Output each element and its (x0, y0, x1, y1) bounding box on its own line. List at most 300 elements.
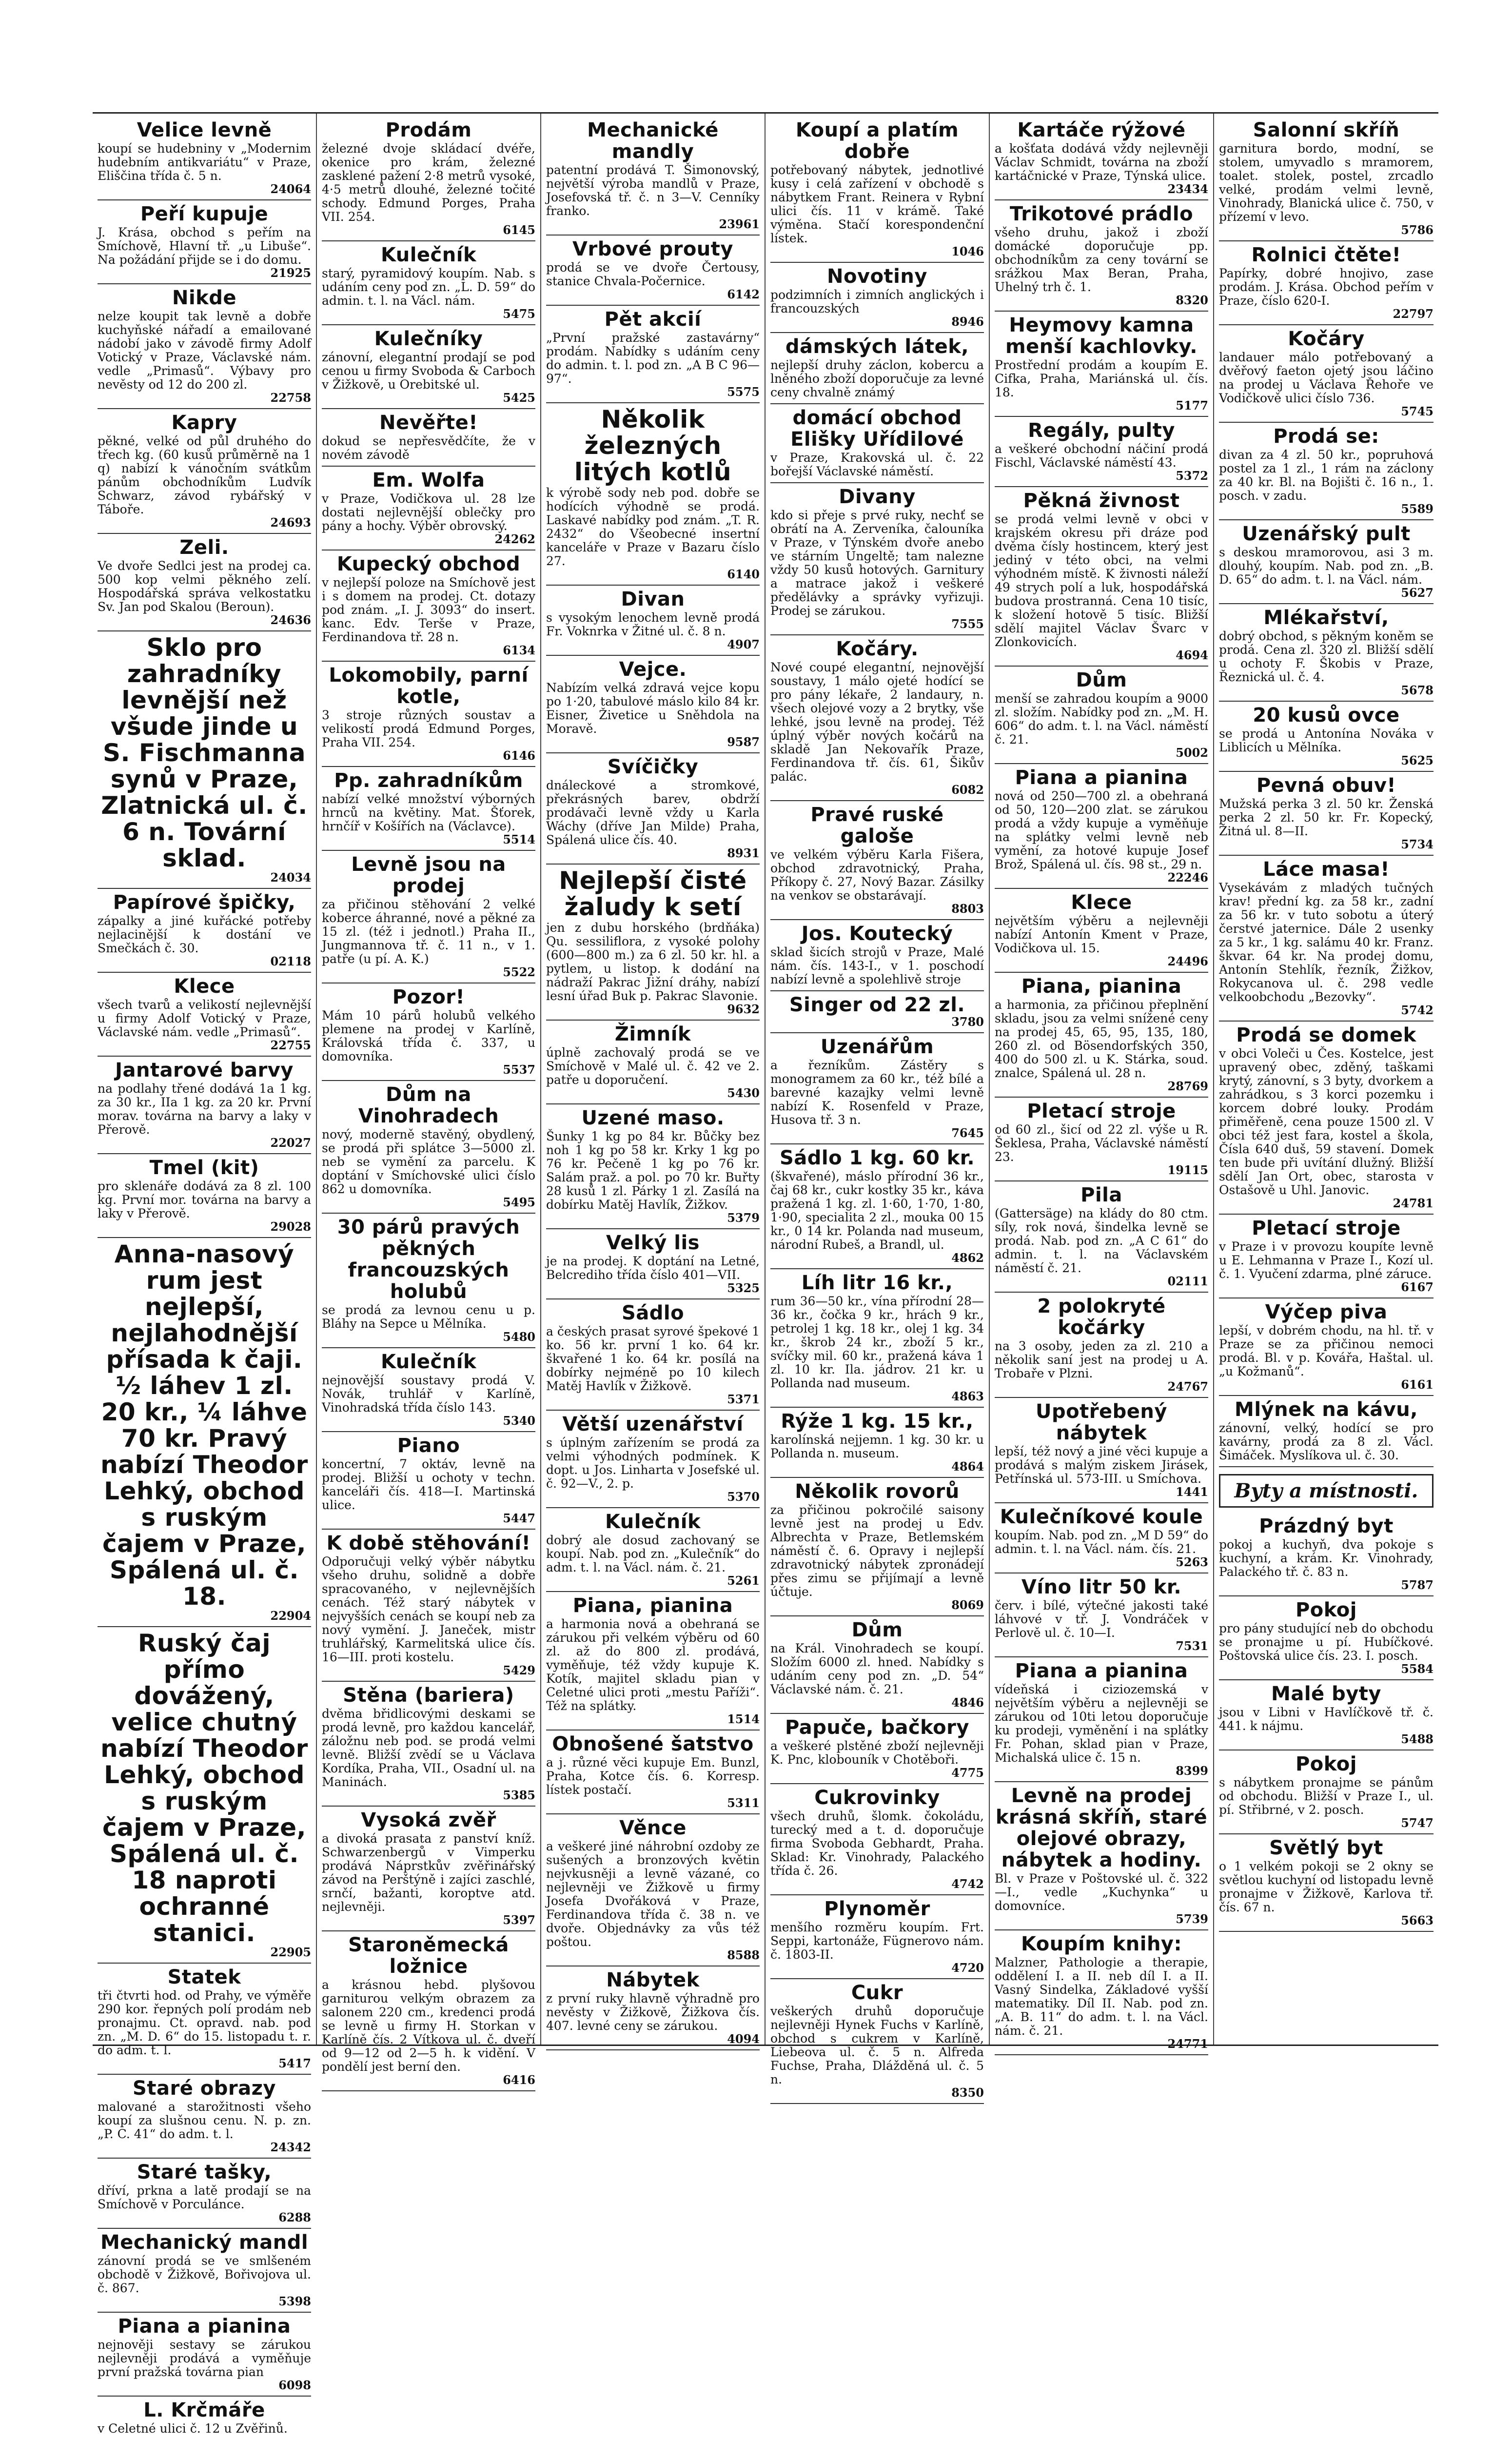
ad-number: 7555 (951, 617, 984, 631)
classified-ad (546, 1592, 760, 1730)
classified-ad (1219, 772, 1433, 856)
ad-number: 8931 (727, 846, 760, 860)
ad-number: 5739 (1176, 1912, 1208, 1926)
ad-headline: Světlý byt (1269, 1837, 1383, 1859)
classified-ad (546, 753, 760, 865)
ad-number: 24636 (270, 613, 311, 627)
ad-body: pro pány studující neb do obchodu se pronajme u pí. Hubíčkové. Poštovská ulice čís. 23. I. posch. (1219, 1621, 1433, 1663)
classified-ad (322, 983, 535, 1081)
classified-ad (770, 1616, 984, 1714)
classified-ad (322, 241, 535, 325)
classified-ad (1219, 702, 1433, 772)
ad-headline: Regály, pulty (1028, 419, 1175, 442)
ad-body: a veškeré obchodní náčiní prodá Fischl, Václavské náměstí 43. (995, 442, 1208, 470)
ad-headline: Tmel (kit) (149, 1157, 259, 1179)
ad-number: 4742 (951, 1877, 984, 1891)
classified-ad (546, 656, 760, 753)
ad-number: 4720 (951, 1961, 984, 1975)
ad-number: 5425 (503, 391, 535, 405)
ad-body: veškerých druhů doporučuje nejlevněji Hynek Fuchs v Karlíně, obchod s cukrem v Karlíně, Liebeova ul. č. 5 n. Alfreda Fuchse, Praha, Dlážděná ul. č. 5 n. (770, 2004, 984, 2086)
ad-number: 4864 (951, 1459, 984, 1474)
ad-body: kdo si přeje s prvé ruky, nechť se obrátí na A. Zerveníka, čalouníka v Praze, v Týnském dvoře anebo ve stárním Ungeltě; tam nalezne vždy 50 kusů hotových. Garnitury a matrace jakož i veškeré předělávky a správky vyřizuji. Prodej se zárukou. (770, 508, 984, 618)
ad-headline: Pp. zahradníkům (334, 769, 523, 792)
ad-number: 5522 (503, 965, 535, 979)
ad-body: v Praze, Krakovská ul. č. 22 bořejší Václavské náměstí. (770, 451, 984, 478)
ad-number: 29028 (270, 1219, 311, 1234)
ad-body: a řezníkům. Zástěry s monogramem za 60 kr., též bílé a barevné kazajky velmi levně nabízí K. Rosenfeld v Praze, Husova tř. 3 n. (770, 1058, 984, 1127)
ad-body: zánovní, elegantní prodají se pod cenou u firmy Svoboda & Carboch v Žižkově, u Orebitské ul. (322, 350, 535, 392)
ad-number: 24262 (494, 532, 535, 546)
ad-body: zápalky a jiné kuřácké potřeby nejlacinější k dostání ve Smečkách č. 30. (98, 914, 311, 955)
ad-headline: Klece (1071, 891, 1132, 914)
ad-headline: Singer od 22 zl. (789, 994, 965, 1016)
ad-body: v Praze i v provozu koupíte levně u E. Lehmanna v Praze I., Kozí ul. č. 1. Vyučení zdarma, plné záruce. (1219, 1239, 1433, 1281)
ad-number: 19115 (1167, 1163, 1208, 1177)
ad-body: divan za 4 zl. 50 kr., popruhová postel za 1 zl., 1 rám na záclony za 40 kr. Bl. na Bojišti č. 16 n., 1. posch. v zadu. (1219, 448, 1433, 503)
ad-headline: Staré tašky, (137, 2161, 272, 2183)
ad-headline: Peří kupuje (140, 203, 269, 225)
classified-ad (1219, 325, 1433, 423)
ad-number: 4862 (951, 1251, 984, 1265)
ad-number: 22027 (270, 1136, 311, 1150)
classified-ad (1219, 423, 1433, 520)
ad-body: starý, pyramidový koupím. Nab. s udáním ceny pod zn. „L. D. 59“ do admin. t. l. na Václ. nám. (322, 266, 535, 308)
classified-ad (98, 2159, 311, 2229)
classified-ad (98, 409, 311, 534)
classified-ad (98, 2075, 311, 2159)
ad-number: 8803 (951, 902, 984, 916)
ad-number: 6140 (727, 567, 760, 581)
ad-headline: Prodá se domek (1236, 1024, 1416, 1046)
ad-body: garnitura bordo, modní, se stolem, umyvadlo s mramorem, toalet. stolek, postel, zrcadlo velké, prodám velmi levně, Vinohrady, Blanická ulice č. 750, v přízemí v levo. (1219, 141, 1433, 224)
ad-headline: Pevná obuv! (1256, 774, 1396, 797)
classified-ad (1219, 1215, 1433, 1298)
classified-ad (546, 1104, 760, 1229)
classified-ad (995, 1930, 1208, 2055)
ad-body: s deskou mramorovou, asi 3 m. dlouhý, koupím. Nab. pod zn. „B. D. 65“ do adm. t. l. na Václ. nám. (1219, 545, 1433, 587)
ad-number: 5372 (1176, 469, 1208, 483)
ad-headline: Pět akcií (604, 308, 702, 331)
ad-headline: Láce masa! (1263, 858, 1390, 881)
classified-ad (995, 1293, 1208, 1398)
ad-headline: dámských látek, (785, 335, 969, 358)
ad-body: pro sklenáře dodává za 8 zl. 100 kg. První mor. továrna na barvy a laky v Přerově. (98, 1179, 311, 1220)
classified-ad (1219, 1513, 1433, 1596)
ad-headline: Věnce (619, 1817, 687, 1839)
ad-body: největším výběru a nejlevněji nabízí Antonín Kment v Praze, Vodičkova ul. 15. (995, 914, 1208, 955)
ad-number: 5261 (727, 1573, 760, 1588)
ad-headline: Sklo pro zahradníky levnější než všude jinde u S. Fischmanna synů v Praze, Zlatnická ul. č. 6 n. Tovární sklad. (101, 633, 308, 872)
ad-headline: 2 polokryté kočárky (1037, 1295, 1166, 1339)
ad-headline: Upotřebený nábytek (1036, 1400, 1167, 1444)
ad-headline: Ruský čaj přímo dovážený, velice chutný nabízí Theodor Lehký, obchod s ruským čajem v Praze, Spálená ul. č. 18 naproti ochranné stanici. (100, 1629, 308, 1947)
ad-body: jen z dubu horského (brdňáka) Qu. sessiliflora, z vysoké polohy (600—800 m.) za 6 zl. 50 kr. hl. a pytlem, u listop. k dodání na nádraží Pakrac Jižní dráhy, nabízí lesní úřad Buk p. Pakrac Slavonie. (546, 921, 760, 1003)
classified-ad (1219, 520, 1433, 604)
ad-headline: Uzené maso. (581, 1107, 725, 1129)
ad-headline: Kočáry (1288, 328, 1365, 350)
classified-ad (1219, 1022, 1433, 1215)
ad-number: 8399 (1176, 1764, 1208, 1778)
ad-headline: Novotiny (827, 265, 927, 288)
ad-number: 5430 (727, 1086, 760, 1100)
classified-ad (546, 1229, 760, 1299)
classified-ad (322, 1931, 535, 2091)
ad-body: k výrobě sody neb pod. dobře se hodících výhodně se prodá. Laskavé nabídky pod znám. „T. R. 2432“ do Všeobecné insertní kanceláře v Praze v Bazaru číslo 27. (546, 486, 760, 568)
ad-headline: Pletací stroje (1027, 1100, 1176, 1122)
ad-number: 5398 (278, 2294, 311, 2308)
classified-ad (1219, 1834, 1433, 1932)
ad-body: Papírky, dobré hnojivo, zase prodám. J. Krása. Obchod peřím v Praze, číslo 620-I. (1219, 266, 1433, 308)
ad-body: nabízí velké množství výborných hrnců na květiny. Mat. Šťorek, hrnčíř v Košířích na (Václavce). (322, 792, 535, 833)
ad-number: 24781 (1393, 1196, 1433, 1210)
ad-number: 4094 (727, 2032, 760, 2046)
ad-body: a krásnou hebd. plyšovou garniturou velkým obrazem za salonem 220 cm., kredenci prodá se levně u firmy H. Storkan v Karlíně čís. 2 Vítkova ul. č. dveří od 9—12 od 2—5 h. k vidění. V pondělí jest berní den. (322, 1978, 535, 2074)
ad-body: dvěma břidlicovými deskami se prodá levně, pro každou kancelář, záložnu neb pod. se prodá velmi levně. Bližší zvědí se u Václava Kordíka, Praha, VII., Osadní ul. na Maninách. (322, 1707, 535, 1789)
ad-body: J. Krása, obchod s peřím na Smíchově, Hlavní tř. „u Libuše“. Na požádání přijde se i do domu. (98, 225, 311, 267)
classified-ad (1219, 604, 1433, 702)
ad-body: nejnověji sestavy se zárukou nejlevněji prodává a vyměňuje první pražská továrna pian (98, 2338, 311, 2379)
ad-headline: Piana a pianina (118, 2315, 291, 2338)
ad-headline: Výčep piva (1265, 1301, 1388, 1323)
classified-ad (322, 767, 535, 851)
ad-headline: Papuče, bačkory (785, 1716, 969, 1739)
ad-body: za přičinou stěhování 2 velké koberce áhranné, nové a pěkné za 15 zl. (též i jednotl.) Praha II., Jungmannova tř. č. 11 n., v 1. patře (u pí. A. K.) (322, 897, 535, 966)
classified-ad (98, 200, 311, 284)
ad-number: 6098 (278, 2378, 311, 2392)
ad-number: 5263 (1176, 1555, 1208, 1569)
ad-headline: Plynoměr (824, 1898, 930, 1920)
classified-ad (322, 325, 535, 409)
ad-body: karolínská nejjemn. 1 kg. 30 kr. u Pollanda n. museum. (770, 1433, 984, 1460)
ad-number: 6161 (1401, 1377, 1433, 1392)
ad-body: dokud se nepřesvědčíte, že v novém závodě (322, 434, 535, 462)
ad-number: 4775 (951, 1766, 984, 1780)
ad-body: a harmonia, za přičinou přeplnění skladu, jsou za velmi snížené ceny na prodej 45, 65, 95, 135, 180, 260 zl. od Bösendorfských 350, 400 do 500 zl. u K. Stárka, soud. znalce, Spálená ul. 28 n. (995, 998, 1208, 1080)
ad-number: 5786 (1401, 223, 1433, 237)
ad-number: 28769 (1167, 1079, 1208, 1093)
ad-body: sklad šicích strojů v Praze, Malé nám. čís. 143-I., v 1. poschodí nabízí levně a spolehlivě stroje (770, 945, 984, 986)
ad-headline: Dům (1076, 669, 1127, 691)
ad-body: červ. i bílé, výtečné jakosti také láhvové v tř. J. Vondráček v Perlově ul. č. 10—I. (995, 1598, 1208, 1640)
ad-body: nejlepší druhy záclon, kobercu a lněného zboží doporučuje za levné ceny chvalně známý (770, 358, 984, 399)
classified-ad (98, 284, 311, 409)
ad-body: železné dvoje skládací dvéře, okenice pro krám, železné zasklené pažení 2·8 metrů vysoké, 4·5 metrů dlouhé, železné točité schody. Edmund Porges, Praha VII. 254. (322, 141, 535, 224)
ad-number: 5575 (727, 385, 760, 399)
ad-headline: Kulečníky (374, 328, 483, 350)
ad-headline: Cukrovinky (814, 1787, 940, 1809)
ad-number: 5514 (503, 832, 535, 846)
ad-number: 5417 (278, 2056, 311, 2070)
ad-headline: Kulečník (380, 1351, 477, 1373)
newspaper-page (93, 112, 1438, 2436)
classified-ad (546, 1299, 760, 1411)
ad-number: 6146 (503, 748, 535, 763)
classified-ad (322, 1682, 535, 1807)
classified-ad (770, 117, 984, 263)
ad-headline: Vrbové prouty (572, 238, 733, 260)
ad-headline: Pletací stroje (1252, 1217, 1401, 1239)
ad-body: dříví, prkna a latě prodají se na Smíchově v Porculánce. (98, 2183, 311, 2211)
classified-ad (322, 551, 535, 662)
ad-body: Nové coupé elegantní, nejnovější soustavy, 1 málo ojeté hodící se pro pány lékaře, 2 landaury, n. všech olejové vozy a 2 brytky, vše lehké, jsou levně na prodej. Též úplný výběr nových kočárů na skladě Jan Nekovařík Praze, Ferdinandova tř. čís. 61, Šikův palác. (770, 660, 984, 784)
classified-ad (322, 467, 535, 551)
classified-ad (98, 1964, 311, 2075)
ad-body: „První pražské zastavárny“ prodám. Nabídky s udáním ceny do admin. t. l. pod zn. „A B C 96—97“. (546, 331, 760, 386)
classified-ad (546, 1814, 760, 1966)
ad-headline: Líh litr 16 kr., (801, 1272, 953, 1294)
classified-ad (322, 662, 535, 767)
classified-ad (770, 1478, 984, 1616)
ad-body: v nejlepší poloze na Smíchově jest i s domem na prodej. Ct. dotazy pod znám. „I. J. 3093“ do insert. kanc. Edv. Terše v Praze, Ferdinandova tř. 28 n. (322, 575, 535, 644)
ad-number: 5663 (1401, 1913, 1433, 1927)
ad-number: 5537 (503, 1062, 535, 1077)
ad-headline: Několik rovorů (795, 1480, 960, 1503)
ad-number: 6145 (503, 223, 535, 237)
ad-body: podzimních i zimních anglických i francouzských (770, 288, 984, 315)
classified-ad (546, 1411, 760, 1508)
classified-ad (770, 1979, 984, 2104)
ad-number: 5475 (503, 307, 535, 321)
ad-body: lepší, v dobrém chodu, na hl. tř. v Praze se za přičinou nemoci prodá. Bl. v p. Kovářa, Haštal. ul. „u Kožmanů“. (1219, 1323, 1433, 1378)
ad-number: 5311 (727, 1796, 760, 1810)
classified-ad (770, 920, 984, 991)
classified-ad (1219, 1680, 1433, 1750)
ad-headline: Piano (397, 1435, 460, 1457)
ad-headline: Staroněmecká ložnice (348, 1934, 509, 1978)
ad-headline: Piana, pianina (572, 1594, 733, 1617)
ad-number: 6134 (503, 643, 535, 657)
ad-headline: Prázdný byt (1259, 1515, 1394, 1537)
classified-ad (322, 1530, 535, 1682)
ad-number: 4846 (951, 1695, 984, 1710)
classified-ad (322, 1214, 535, 1348)
ad-number: 1514 (727, 1712, 760, 1726)
ad-headline: Papírové špičky, (113, 891, 296, 914)
ad-body: Bl. v Praze v Poštovské ul. č. 322—I., vedle „Kuchynka“ u domovníce. (995, 1871, 1208, 1913)
ad-body: menšího rozměru koupím. Frt. Seppi, kartonáže, Fügnerovo nám. č. 1803-II. (770, 1920, 984, 1962)
ad-number: 6416 (503, 2073, 535, 2087)
ad-headline: Větší uzenářství (562, 1413, 744, 1435)
ad-body: dobrý ale dosud zachovaný se koupí. Nab. pod zn. „Kulečník“ do adm. t. l. na Václ. nám. č. 21. (546, 1533, 760, 1574)
ad-body: malované a starožitnosti všeho koupí za slušnou cenu. N. p. zn. „P. C. 41“ do adm. t. l. (98, 2100, 311, 2141)
ad-body: Odporučuji velký výběr nábytku všeho druhu, solidně a dobře spracovaného, v nejlevnějších cenách. Též starý nábytek v nejvyšších cenách se koupí neb za nový vymění. J. Janeček, mistr truhlářský, Karmelitská ulice čís. 16—III. proti kostelu. (322, 1554, 535, 1664)
classified-ad (546, 306, 760, 403)
ad-number: 5625 (1401, 753, 1433, 767)
ad-headline: Kupecký obchod (336, 553, 521, 575)
ad-number: 5584 (1401, 1662, 1433, 1676)
ad-number: 5495 (503, 1195, 535, 1209)
ad-headline: Vejce. (619, 658, 687, 681)
ad-headline: Lokomobily, parní kotle, (329, 664, 529, 708)
ad-number: 5325 (727, 1281, 760, 1295)
ad-body: s nábytkem pronajme se pánům od obchodu. Bližší v Praze I., ul. pí. Střibrné, v 2. posch. (1219, 1775, 1433, 1817)
ad-headline: Cukr (851, 1982, 903, 2004)
ad-body: koupím. Nab. pod zn. „M D 59“ do admin. t. l. na Václ. nám. čís. 21. (995, 1528, 1208, 1556)
ad-body: všeho druhu, jakož i zboží domácké doporučuje pp. obchodníkům za ceny tovární se srážkou Max Beran, Praha, Uhelný trh č. 1. (995, 225, 1208, 294)
classified-ad (770, 1269, 984, 1408)
ad-body: pokoj a kuchyň, dva pokoje s kuchyní, a krám. Kr. Vinohrady, Palackého tř. č. 83 n. (1219, 1537, 1433, 1579)
ad-number: 4863 (951, 1389, 984, 1403)
ad-headline: Malé byty (1271, 1683, 1381, 1705)
classified-ad (546, 403, 760, 586)
classified-ad (995, 1573, 1208, 1657)
ad-number: 5627 (1401, 586, 1433, 600)
ad-body: na 3 osoby, jeden za zl. 210 a několik saní jest na prodej u A. Trobaře v Plzni. (995, 1339, 1208, 1380)
classified-ad (770, 483, 984, 635)
ad-number: 22758 (270, 391, 311, 405)
classified-ad (546, 1021, 760, 1104)
classified-ad (322, 1807, 535, 1931)
ad-number: 8350 (951, 2085, 984, 2100)
ad-number: 6288 (278, 2210, 311, 2224)
ad-headline: Jos. Koutecký (801, 923, 953, 945)
classified-ad (995, 889, 1208, 973)
ad-headline: Mechanický mandl (100, 2231, 309, 2254)
ad-body: všech tvarů a velikostí nejlevnější u firmy Adolf Votický v Praze, Václavské nám. vedle „Primasů“. (98, 998, 311, 1039)
ad-body: zánovní prodá se ve smlšeném obchodě v Žižkově, Bořivojova ul. č. 867. (98, 2254, 311, 2295)
ad-headline: 30 párů pravých pěkných francouzských holubů (337, 1216, 520, 1303)
ad-body: 3 stroje různých soustav a velikostí prodá Edmund Porges, Praha VII. 254. (322, 708, 535, 749)
ad-number: 5742 (1401, 1003, 1433, 1017)
classified-ad (98, 2313, 311, 2397)
ad-body: Šunky 1 kg po 84 kr. Bůčky bez noh 1 kg po 58 kr. Krky 1 kg po 76 kr. Pečeně 1 kg po 76 kr. Salám praž. a pol. po 70 kr. Buřty 28 kusů 1 zl. Párky 1 zl. Zasílá na dobírku Matěj Havlík, Žižkov. (546, 1129, 760, 1212)
classified-ad (995, 1181, 1208, 1293)
classified-ad (995, 487, 1208, 667)
ad-number: 5488 (1401, 1732, 1433, 1746)
ad-number: 5002 (1176, 746, 1208, 760)
ad-headline: Nevěřte! (379, 412, 478, 434)
ad-number: 22905 (270, 1945, 311, 1959)
ad-number: 5397 (503, 1913, 535, 1927)
ad-number: 5447 (503, 1511, 535, 1525)
classified-ad (98, 117, 311, 200)
classified-ad (322, 1348, 535, 1432)
ad-number: 24771 (1167, 2037, 1208, 2051)
classified-ad (322, 409, 535, 467)
ad-body: s vysokým lenochem levně prodá Fr. Voknrka v Žitné ul. č. 8 n. (546, 610, 760, 638)
classified-ad (770, 1033, 984, 1144)
ad-headline: Uzenářům (820, 1036, 934, 1058)
ad-headline: Jantarové barvy (115, 1059, 294, 1081)
classified-ad (995, 1503, 1208, 1573)
classified-ad (98, 2229, 311, 2313)
ad-body: je na prodej. K doptání na Letné, Belcrediho třída číslo 401—VII. (546, 1254, 760, 1282)
ad-number: 8320 (1176, 293, 1208, 307)
classified-ad (98, 534, 311, 631)
ad-body: Mužská perka 3 zl. 50 kr. Ženská perka 2 zl. 50 kr. Fr. Kopecký, Žitná ul. 8—II. (1219, 797, 1433, 838)
ad-number: 5340 (503, 1414, 535, 1428)
ad-number: 4907 (727, 637, 760, 651)
classified-ad (546, 1508, 760, 1592)
ad-number: 8588 (727, 1948, 760, 1962)
ad-headline: Piana, pianina (1021, 975, 1182, 998)
ad-number: 5429 (503, 1663, 535, 1677)
ad-number: 5678 (1401, 683, 1433, 697)
classified-ad (1219, 856, 1433, 1022)
ad-number: 5480 (503, 1330, 535, 1344)
ad-number: 22246 (1167, 870, 1208, 885)
ad-body: koupí se hudebniny v „Modernim hudebním antikvariátu“ v Praze, Eliščina třída č. 5 n. (98, 141, 311, 183)
classified-ad (98, 1154, 311, 1238)
classified-ad (98, 1627, 311, 1964)
ad-headline: Zeli. (179, 536, 229, 559)
ad-number: 1046 (951, 244, 984, 258)
classified-ad (770, 404, 984, 483)
ad-headline: Pozor! (392, 986, 465, 1008)
ad-body: Malzner, Pathologie a therapie, oddělení I. a II. neb díl I. a II. Vasný Sindelka, Základové vyšší matematiky. Díl II. Nab. pod zn. „A. B. 11“ do adm. t. l. na Václ. nám. č. 21. (995, 1955, 1208, 2038)
ad-body: jsou v Libni v Havlíčkově tř. č. 441. k nájmu. (1219, 1705, 1433, 1733)
ad-number: 21925 (270, 266, 311, 280)
ad-body: menší se zahradou koupím a 9000 zl. složím. Nabídky pod zn. „M. H. 606“ do adm. t. l. na Václ. náměstí č. 21. (995, 691, 1208, 747)
ad-number: 24767 (1167, 1379, 1208, 1394)
ad-number: 7531 (1176, 1639, 1208, 1653)
ad-number: 22904 (270, 1609, 311, 1623)
ad-headline: Divany (839, 486, 916, 508)
ad-body: a košťata dodává vždy nejlevněji Václav Schmidt, továrna na zboží kartáčnické v Praze, Týnská ulice. (995, 141, 1208, 183)
ad-number: 9632 (727, 1002, 760, 1016)
ad-number: 6082 (951, 783, 984, 797)
ad-headline: Sádlo (621, 1302, 685, 1324)
ad-number: 5371 (727, 1392, 760, 1406)
ad-number: 5745 (1401, 404, 1433, 418)
classified-ad (770, 1144, 984, 1269)
ad-body: v Celetné ulici č. 12 u Zvěřinů. (98, 2421, 288, 2436)
ad-number: 5734 (1401, 837, 1433, 851)
ad-number: 7645 (951, 1126, 984, 1140)
ad-number: 6167 (1401, 1280, 1433, 1294)
classified-ad (770, 1408, 984, 1478)
classified-ad (995, 1782, 1208, 1930)
ad-headline: Pila (1080, 1184, 1122, 1206)
ad-headline: Piana a pianina (1015, 767, 1188, 789)
ad-number: 8069 (951, 1598, 984, 1612)
ad-body: vídeňská i ciziozemská v největším výběru a nejlevněji se zárukou od 10ti letou doporučuje ku prodeji, vyměnění i na splátky Fr. Pohan, sklad pian v Praze, Michalská ulice č. 15 n. (995, 1682, 1208, 1765)
ad-number: 5379 (727, 1211, 760, 1225)
column-4 (766, 114, 990, 2100)
classified-ad (995, 312, 1208, 417)
ad-body: landauer málo potřebovaný a dvěřový faeton ojetý jsou láčino na prodej u Václava Řehoře ve Vodičkově ulici číslo 736. (1219, 350, 1433, 405)
ad-body: Ve dvoře Sedlci jest na prodej ca. 500 kop velmi pěkného zelí. Hospodářská správa velkostatku Sv. Jan pod Skalou (Beroun). (98, 559, 311, 614)
ad-body: nový, moderně stavěný, obydlený, se prodá při splátce 3—5000 zl. neb se vymění za parcelu. K doptání v Smíchovské ulici číslo 862 u domovníka. (322, 1127, 535, 1196)
ad-body: v Praze, Vodičkova ul. 28 lze dostati nejlevnější oblečky pro pány a hochy. Výběr obrovský. (322, 492, 535, 533)
column-3 (541, 114, 766, 2045)
ad-number: 22755 (270, 1038, 311, 1052)
ad-body: a veškeré plstěné zboží nejlevněji K. Pnc, klobouník v Chotěboři. (770, 1739, 984, 1767)
ad-body: nelze koupit tak levně a dobře kuchyňské nářadí a emailované nádobí jako v závodě firmy Adolf Votický v Praze, Václavské nám. vedle „Primasů“. Výbavy pro nevěsty od 12 do 200 zl. (98, 309, 311, 392)
ad-body: z první ruky hlavně výhradně pro nevěsty v Žižkově, Žižkova čís. 407. levné ceny se zárukou. (546, 1991, 760, 2033)
ad-headline: Salonní skříň (1253, 119, 1400, 141)
ad-headline: Levně jsou na prodej (351, 853, 506, 897)
ad-body: patentní prodává T. Šimonovský, největší výroba mandlů v Praze, Josefovská tř. č. n 3—V. Cenníky franko. (546, 163, 760, 218)
ad-headline: Nábytek (606, 1969, 700, 1991)
section-heading: Byty a místnosti. (1219, 1474, 1433, 1508)
classified-ad (770, 991, 984, 1033)
ad-body: prodá se ve dvoře Čertousy, stanice Chvala-Počernice. (546, 260, 760, 288)
ad-body: od 60 zl., šicí od 22 zl. výše u R. Šeklesa, Praha, Václavské náměstí 23. (995, 1122, 1208, 1164)
ad-number: 22797 (1393, 307, 1433, 321)
ad-body: nejnovější soustavy prodá V. Novák, truhlář v Karlíně, Vinohradská třída číslo 143. (322, 1373, 535, 1415)
ad-number: 5747 (1401, 1816, 1433, 1830)
ad-number: 23434 (1167, 182, 1208, 196)
ad-number: 1441 (1176, 1485, 1208, 1499)
ad-headline: Pokoj (1295, 1753, 1357, 1775)
classified-ad (546, 865, 760, 1021)
ad-number: 5177 (1176, 398, 1208, 413)
ad-number: 9587 (727, 735, 760, 749)
ad-headline: Stěna (bariera) (343, 1684, 514, 1707)
ad-number: 3780 (951, 1015, 984, 1029)
ad-headline: Sádlo 1 kg. 60 kr. (779, 1147, 975, 1169)
